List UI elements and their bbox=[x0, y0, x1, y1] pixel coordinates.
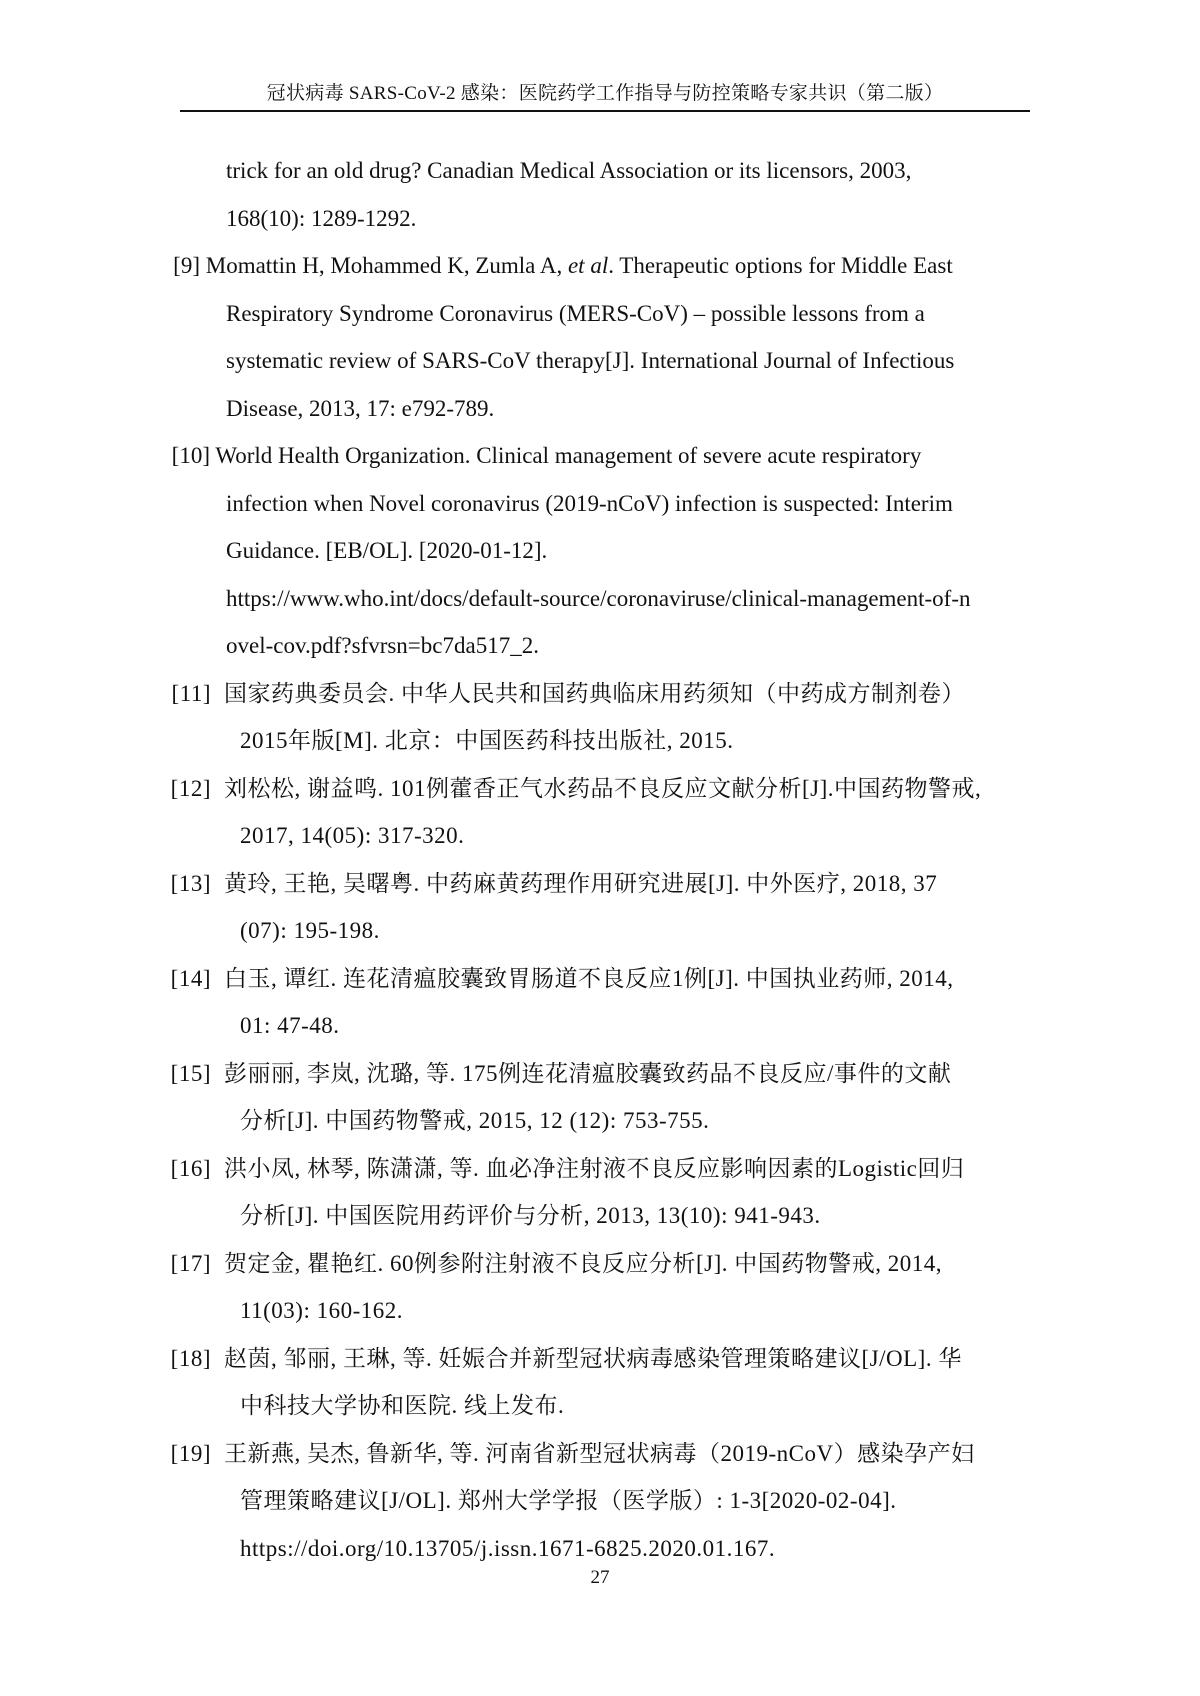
reference-10 bbox=[0, 432, 1200, 670]
reference-url-line: https://doi.org/10.13705/j.issn.1671-6825.2020.01.167. bbox=[240, 1535, 776, 1561]
reference-first-line bbox=[0, 765, 1200, 813]
reference-text: 王新燕, 吴杰, 鲁新华, 等. 河南省新型冠状病毒（2019-nCoV）感染孕产妇 bbox=[224, 1440, 975, 1466]
reference-number: [12] bbox=[170, 775, 211, 801]
reference-line: 管理策略建议[J/OL]. 郑州大学学报（医学版）: 1-3[2020-02-04]. bbox=[240, 1488, 897, 1513]
reference-line: 01: 47-48. bbox=[240, 1013, 340, 1038]
reference-first-line bbox=[0, 860, 1200, 908]
reference-number: [11] bbox=[171, 680, 211, 706]
reference-text: 国家药典委员会. 中华人民共和国药典临床用药须知（中药成方制剂卷） bbox=[224, 680, 965, 706]
reference-number: [10] bbox=[171, 443, 210, 468]
reference-line: 11(03): 160-162. bbox=[240, 1298, 404, 1323]
header-rule bbox=[180, 110, 1030, 112]
reference-number: [9] bbox=[173, 253, 200, 278]
reference-number: [18] bbox=[170, 1345, 211, 1371]
reference-16 bbox=[0, 1145, 1200, 1240]
reference-first-line bbox=[0, 1335, 1200, 1383]
reference-first-line bbox=[0, 1430, 1200, 1478]
reference-number: [16] bbox=[170, 1155, 211, 1181]
reference-17 bbox=[0, 1240, 1200, 1335]
reference-first-line bbox=[0, 1145, 1200, 1193]
reference-18 bbox=[0, 1335, 1200, 1430]
page-number: 27 bbox=[590, 1567, 610, 1588]
reference-first-line bbox=[0, 1240, 1200, 1288]
reference-line: Respiratory Syndrome Coronavirus (MERS-CoV) – possible lessons from a bbox=[226, 300, 925, 326]
reference-text: World Health Organization. Clinical management of severe acute respiratory bbox=[215, 443, 922, 468]
reference-list bbox=[0, 147, 1200, 1572]
reference-number: [14] bbox=[170, 965, 211, 991]
reference-line: https://www.who.int/docs/default-source/coronaviruse/clinical-management-of-n bbox=[226, 585, 971, 611]
reference-first-line bbox=[0, 242, 1200, 290]
reference-line: 2015年版[M]. 北京：中国医药科技出版社, 2015. bbox=[240, 728, 734, 753]
reference-number: [19] bbox=[170, 1440, 211, 1466]
reference-15 bbox=[0, 1050, 1200, 1145]
reference-text: 洪小凤, 林琴, 陈潇潇, 等. 血必净注射液不良反应影响因素的Logistic回归 bbox=[224, 1155, 965, 1181]
reference-line: Guidance. [EB/OL]. [2020-01-12]. bbox=[226, 538, 548, 563]
reference-first-line bbox=[0, 955, 1200, 1003]
reference-first-line bbox=[0, 432, 1200, 480]
reference-text: . Therapeutic options for Middle East bbox=[608, 253, 953, 278]
reference-12 bbox=[0, 765, 1200, 860]
reference-13 bbox=[0, 860, 1200, 955]
reference-line: 分析[J]. 中国医院用药评价与分析, 2013, 13(10): 941-943. bbox=[240, 1203, 821, 1228]
reference-19 bbox=[0, 1430, 1200, 1573]
reference-text: 刘松松, 谢益鸣. 101例藿香正气水药品不良反应文献分析[J].中国药物警戒, bbox=[224, 775, 982, 801]
reference-line: systematic review of SARS-CoV therapy[J]. International Journal of Infectious bbox=[226, 348, 955, 373]
reference-line: infection when Novel coronavirus (2019-nCoV) infection is suspected: Interim bbox=[226, 490, 953, 516]
reference-14 bbox=[0, 955, 1200, 1050]
reference-first-line bbox=[0, 670, 1200, 718]
reference-text: 白玉, 谭红. 连花清瘟胶囊致胃肠道不良反应1例[J]. 中国执业药师, 2014, bbox=[224, 965, 954, 991]
reference-number: [13] bbox=[170, 870, 211, 896]
reference-11 bbox=[0, 670, 1200, 765]
reference-continuation bbox=[0, 147, 1200, 242]
reference-text: 黄玲, 王艳, 吴曙粤. 中药麻黄药理作用研究进展[J]. 中外医疗, 2018, 37 bbox=[224, 870, 938, 896]
reference-text: 贺定金, 瞿艳红. 60例参附注射液不良反应分析[J]. 中国药物警戒, 2014, bbox=[224, 1250, 943, 1276]
reference-italic-text: et al bbox=[567, 253, 609, 278]
reference-line: 中科技大学协和医院. 线上发布. bbox=[240, 1393, 565, 1418]
running-header: 冠状病毒 SARS-CoV-2 感染：医院药学工作指导与防控策略专家共识（第二版） bbox=[266, 83, 944, 104]
reference-line: trick for an old drug? Canadian Medical Association or its licensors, 2003, bbox=[226, 158, 912, 183]
reference-line: (07): 195-198. bbox=[240, 918, 380, 943]
reference-number: [15] bbox=[170, 1060, 211, 1086]
reference-text: 彭丽丽, 李岚, 沈璐, 等. 175例连花清瘟胶囊致药品不良反应/事件的文献 bbox=[224, 1060, 952, 1086]
reference-number: [17] bbox=[170, 1250, 211, 1276]
reference-line: ovel-cov.pdf?sfvrsn=bc7da517_2. bbox=[226, 633, 539, 658]
reference-line: 2017, 14(05): 317-320. bbox=[240, 823, 465, 848]
reference-text: Momattin H, Mohammed K, Zumla A, bbox=[205, 253, 568, 278]
reference-line: 168(10): 1289-1292. bbox=[226, 205, 417, 231]
reference-first-line bbox=[0, 1050, 1200, 1098]
reference-line: 分析[J]. 中国药物警戒, 2015, 12 (12): 753-755. bbox=[240, 1108, 710, 1133]
reference-9 bbox=[0, 242, 1200, 432]
reference-text: 赵茵, 邹丽, 王琳, 等. 妊娠合并新型冠状病毒感染管理策略建议[J/OL]. 华 bbox=[224, 1345, 962, 1371]
reference-line: Disease, 2013, 17: e792-789. bbox=[226, 395, 495, 421]
